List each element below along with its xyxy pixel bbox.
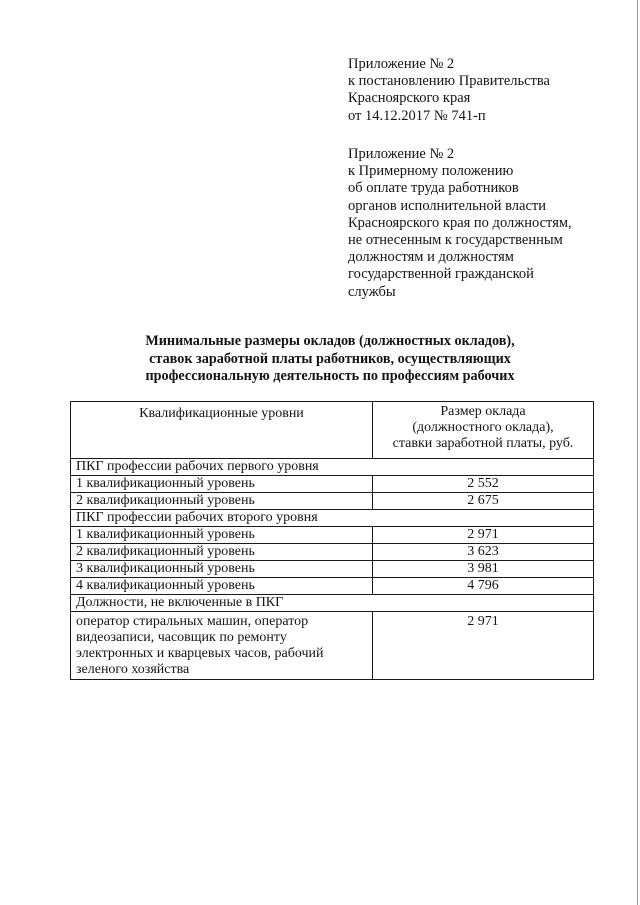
header-salary-line: Размер оклада — [440, 404, 526, 419]
position-list-cell — [71, 612, 373, 680]
scan-page-edge — [637, 0, 638, 905]
annex-line: об оплате труда работников — [348, 180, 519, 197]
group-row — [71, 595, 594, 612]
annex-line: к Примерному положению — [348, 163, 514, 180]
amount-cell: 3 981 — [373, 561, 594, 578]
salary-table — [70, 401, 594, 680]
group-row — [71, 510, 594, 527]
position-line: электронных и кварцевых часов, рабочий — [76, 646, 324, 661]
title-line: Минимальные размеры окладов (должностных окладов), — [145, 333, 515, 349]
group-1-title: ПКГ профессии рабочих первого уровня — [71, 459, 594, 476]
level-cell: 1 квалификационный уровень — [71, 476, 373, 493]
group-2-title: ПКГ профессии рабочих второго уровня — [71, 510, 594, 527]
annex-regulation — [348, 146, 628, 301]
group-3-title: Должности, не включенные в ПКГ — [71, 595, 594, 612]
table-row — [71, 493, 594, 510]
annex-line: Красноярского края — [348, 90, 471, 107]
level-cell: 4 квалификационный уровень — [71, 578, 373, 595]
annex-government-decree — [348, 56, 628, 125]
table-header-row — [71, 402, 594, 459]
amount-cell: 2 552 — [373, 476, 594, 493]
annex-line: Красноярского края по должностям, — [348, 214, 572, 231]
document-title — [60, 333, 600, 386]
header-salary-line: (должностного оклада), — [412, 420, 554, 435]
title-line: профессиональную деятельность по профессиям рабочих — [145, 368, 515, 384]
annex-line: должностям и должностям — [348, 249, 514, 266]
amount-cell: 2 971 — [373, 527, 594, 544]
level-cell: 1 квалификационный уровень — [71, 527, 373, 544]
title-line: ставок заработной платы работников, осуществляющих — [149, 350, 511, 367]
annex-line: к постановлению Правительства — [348, 73, 550, 90]
position-line: зеленого хозяйства — [76, 662, 190, 677]
amount-cell: 4 796 — [373, 578, 594, 595]
level-cell: 3 квалификационный уровень — [71, 561, 373, 578]
annex-line: Приложение № 2 — [348, 56, 455, 72]
position-line: оператор стиральных машин, оператор — [76, 614, 309, 629]
level-cell: 2 квалификационный уровень — [71, 544, 373, 561]
level-cell: 2 квалификационный уровень — [71, 493, 373, 510]
annex-line: органов исполнительной власти — [348, 197, 547, 214]
amount-cell: 2 971 — [373, 612, 594, 680]
annex-line: Приложение № 2 — [348, 146, 455, 162]
annex-line: от 14.12.2017 № 741-п — [348, 107, 486, 124]
header-qualification-levels: Квалификационные уровни — [71, 402, 373, 459]
position-line: видеозаписи, часовщик по ремонту — [76, 630, 287, 645]
header-salary — [373, 402, 594, 459]
table-row — [71, 476, 594, 493]
annex-line: не отнесенным к государственным — [348, 232, 563, 249]
table-row — [71, 561, 594, 578]
table-row — [71, 578, 594, 595]
table-row — [71, 544, 594, 561]
annex-line: государственной гражданской — [348, 266, 534, 283]
group-row — [71, 459, 594, 476]
table-row — [71, 612, 594, 680]
amount-cell: 3 623 — [373, 544, 594, 561]
amount-cell: 2 675 — [373, 493, 594, 510]
annex-line: службы — [348, 283, 396, 300]
table-row — [71, 527, 594, 544]
header-salary-line: ставки заработной платы, руб. — [392, 436, 574, 451]
